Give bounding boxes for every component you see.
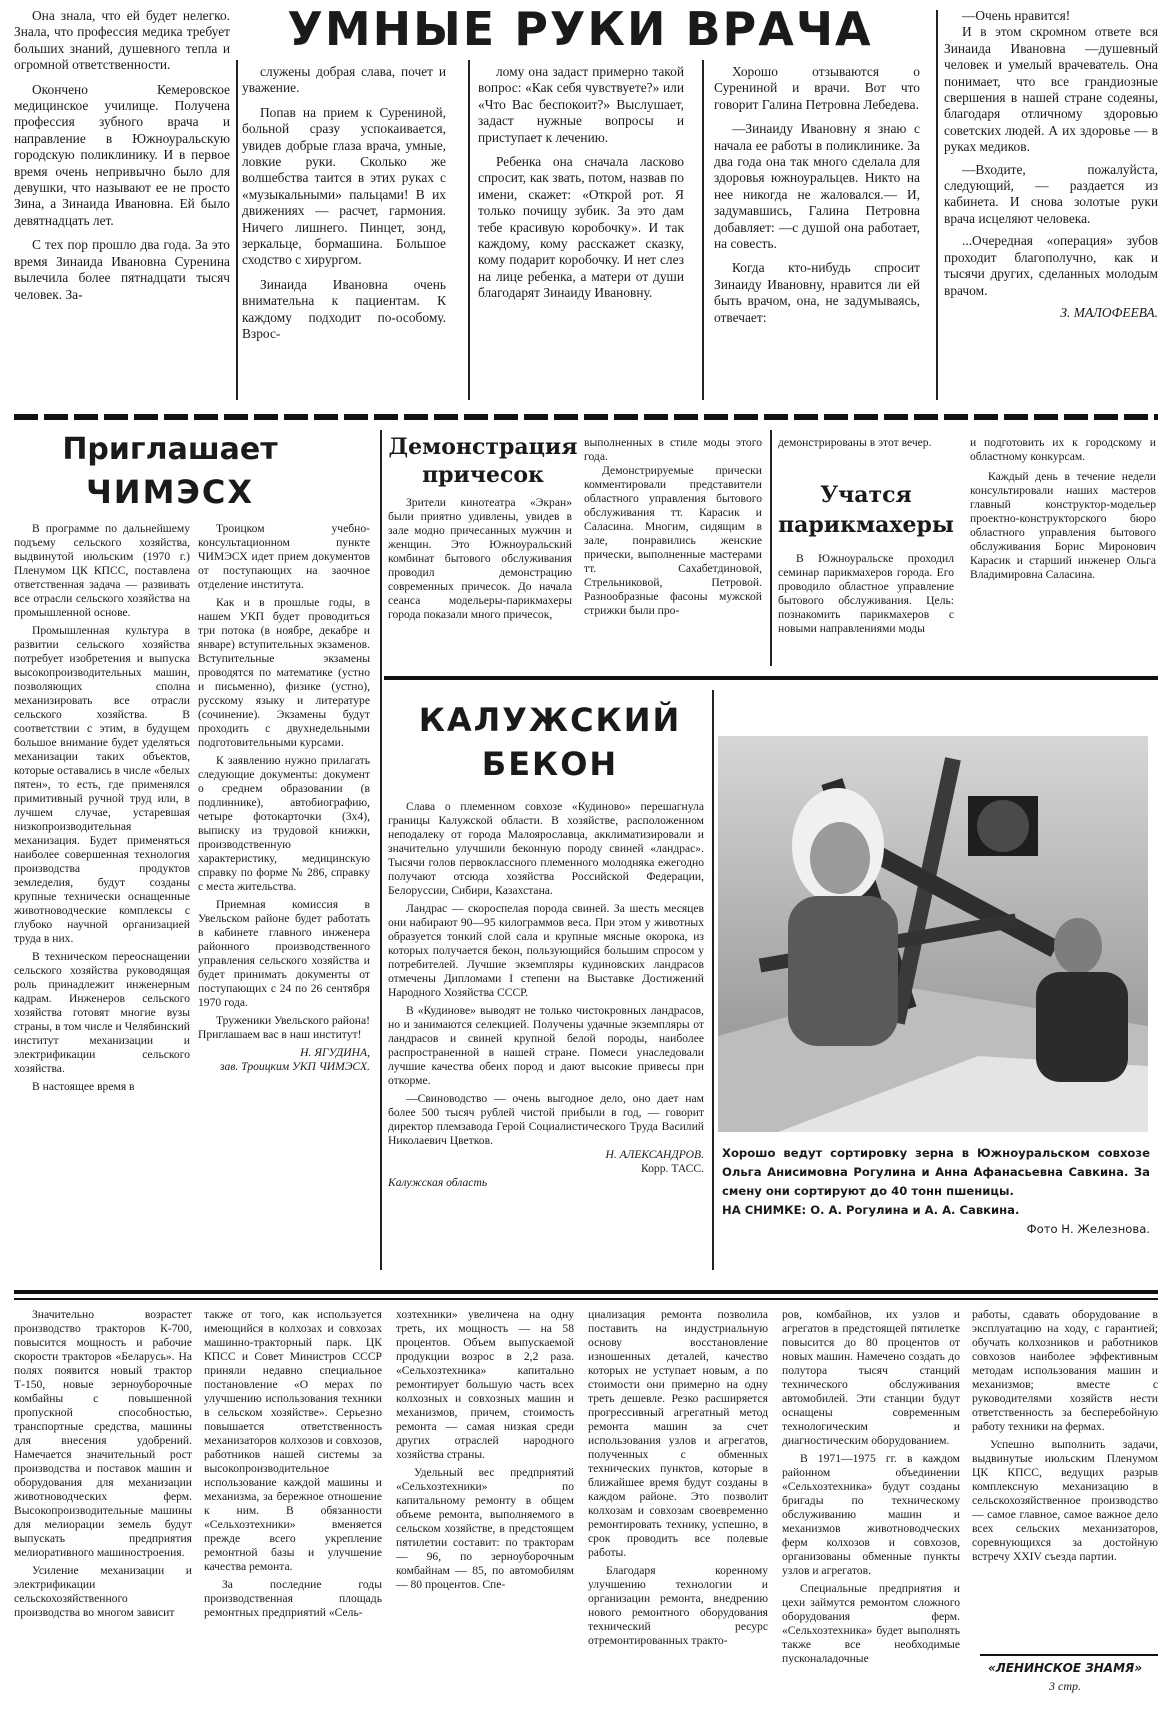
photo-image	[718, 736, 1148, 1132]
article-headline-hairstyles-2: причесок	[422, 462, 544, 488]
photo-caption: Хорошо ведут сортировку зерна в Южноуральском совхозе Ольга Анисимовна Рогулина и Анна Афанасьевна Савкина. За смену они сортируют до 40 тонн пшеницы. НА СНИМКЕ: О. А. Рогулина и А. А. Савкина. Фото Н. Железнова.	[722, 1144, 1150, 1239]
photo-grain-sorting	[718, 736, 1148, 1132]
article5-author-role: Корр. ТАСС.	[640, 1162, 704, 1175]
article-headline-hairdressers-1: Учатся	[820, 482, 912, 508]
article6-column-4: циализация ремонта позволила поставить на индустриальную основу восстановление изношенных деталей, качество которых не уступает новым, а по стоимости они примерно на одну треть дешевле. Резко расширяется прогрессивный агрегатный метод ремонта машин за счет использования узлов и агрегатов, полученных с обменных технических пунктов, которые в ближайшее время будут созданы в каждом районе. Это позволит колхозам и совхозам своевременно ремонтировать технику, успешно, в срок проводить все полевые работы. Благодаря коренному улучшению технологии и организации ремонта, внедрению нового ремонтного оборудования технический ресурс отремонтированных тракто-	[588, 1308, 768, 1647]
article5-body: Слава о племенном совхозе «Кудиново» перешагнула границы Калужской области. В хозяйстве, расположенном неподалеку от города Малоярославца, акклиматизировали и значительно улучшили беконную породу свиней «ландрас». Тысячи голов первоклассного племенного молодняка ежегодно получают отсюда хозяйства Российской Федерации, Белоруссии, Сибири, Казахстана. Ландрас — скороспелая порода свиней. За шесть месяцев они набирают 90—95 килограммов веса. При этом у животных образуется тонкий слой сала и крупные мясные окорока, из которых получается бекон, пользующийся большим спросом у потребителей. Лучшие экземпляры кудиновских ландрасов отмечены Дипломами I степени на Выставке Достижений Народного Хозяйства СССР. В «Кудинове» выводят не только чистокровных ландрасов, но и занимаются селекцией. Получены удачные экземпляры от ландрасов и свиней крупной белой породы, наиболее распространенной в нашей стране. Помеси унаследовали лучшие качества обеих пород и дают высокие привесы при откорме. —Свиноводство — очень выгодное дело, оно дает нам более 500 тысяч рублей чистой прибыли в год, — говорит директор племзавода Герой Социалистического Труда Василий Николаевич Цветков. Н. АЛЕКСАНДРОВ. Корр. ТАСС. Калужская область	[388, 800, 704, 1189]
article4-column-1: В Южноуральске проходил семинар парикмахеров города. Его проводило областное управление бытового обслуживания. Цель: познакомить парикмахеров с новыми направлениями моды	[778, 552, 954, 635]
section-separator	[14, 414, 1158, 420]
footer-page-number: 3 стр.	[1049, 1679, 1081, 1693]
article2-author-role: зав. Троицким УКП ЧИМЭСХ.	[220, 1060, 370, 1073]
article1-column-2: служены добрая слава, почет и уважение. Попав на прием к Сурениной, больной сразу успокаивается, увидев добрые глаза врача, умные, ловкие руки. Сколько же волшебства таится в этих руках с «музыкальными» пальцами! В их движениях — расчет, гармония. Ничего лишнего. Пинцет, зонд, зеркальце, бормашина. Большое сходство с хирургом. Зинаида Ивановна очень внимательна к пациентам. К каждому подходит по-особому. Взрос-	[242, 64, 446, 342]
footer-rule	[980, 1654, 1158, 1656]
column-divider	[770, 430, 772, 666]
article-headline-chimesh-1: Приглашает	[62, 432, 278, 467]
article3-column-2: выполненных в стиле моды этого года. Демонстрируемые прически комментировали представители областного управления бытового обслуживания тт. Карасик и Саласина. Многим, сидящим в зале, понравились женские прически, выполненные мастерами тт. Сахабетдиновой, Стрельниковой, Петровой. Разнообразные фасоны мужской стрижки были про-	[584, 436, 762, 617]
article6-column-6: работы, сдавать оборудование в эксплуатацию на ходу, с гарантией; обучать колхозников и работников совхозов наиболее эффективным методам использования машин и механизмов; вместе с руководителями хозяйств нести ответственность за бесперебойную работу техники на фермах. Успешно выполнить задачи, выдвинутые июльским Пленумом ЦК КПСС, ведущих разрыв комплексную механизацию в сельскохозяйственное производство — самое главное, самое важное дело всех сельских механизаторов, соревнующихся за достойную встречу XXIV съезда партии.	[972, 1308, 1158, 1563]
column-divider	[468, 60, 470, 400]
article1-author: З. МАЛОФЕЕВА.	[1060, 304, 1158, 320]
column-divider	[702, 60, 704, 400]
section-separator	[14, 1290, 1158, 1294]
article4-column-2: и подготовить их к городскому и областному конкурсам. Каждый день в течение недели консультировали наших мастеров главный конструктор-модельер проектно-конструкторского бюро областного управления бытового обслуживания Борис Миронович Карасик и старший инженер Ольга Владимировна Саласина.	[970, 436, 1156, 581]
section-separator	[14, 1298, 1158, 1300]
article-headline-doctor: УМНЫЕ РУКИ ВРАЧА	[287, 2, 873, 56]
article5-author: Н. АЛЕКСАНДРОВ.	[605, 1148, 704, 1161]
column-divider	[236, 60, 238, 400]
article1-column-4: Хорошо отзываются о Сурениной и врачи. Вот что говорит Галина Петровна Лебедева. —Зинаиду Ивановну я знаю с начала ее работы в поликлинике. За два года она так много сделала для здоровья южноуральцев. Никто на нее никогда не жаловался.— И, задумавшись, Галина Петровна добавляет: —с душой она работает, на совесть. Когда кто-нибудь спросит Зинаиду Ивановну, нравится ли ей быть врачом, она, не задумываясь, отвечает:	[714, 64, 920, 325]
section-separator	[384, 676, 1158, 680]
column-divider	[936, 10, 938, 400]
article1-column-1: Она знала, что ей будет нелегко. Знала, что профессия медика требует больших знаний, душевного тепла и огромной ответственности. Окончено Кемеровское медицинское училище. Получена профессия зубного врача и направление в Южноуральскую городскую поликлинику. И в первое время очень непривычно было для девушки, что называют ее не просто Зина, а Зинаида Ивановна. Ей было девятнадцать лет. С тех пор прошло два года. За это время Зинаида Ивановна Суренина вылечила более пятнадцати тысяч человек. За-	[14, 8, 230, 302]
article1-column-5: —Очень нравится! И в этом скромном ответе вся Зинаида Ивановна —душевный человек и умелый врачеватель. Она понимает, что все грандиозные свершения в нашей стране содеяны, благодаря отличному здоровью советских людей. А их здоровье — в руках медиков. —Входите, пожалуйста, следующий, — раздается из кабинета. И снова золотые руки врача исцеляют человека. ...Очередная «операция» зубов проходит благополучно, как и тысячи других, сделанных молодым врачом. З. МАЛОФЕЕВА.	[944, 8, 1158, 320]
article5-dateline: Калужская область	[388, 1176, 488, 1189]
article2-column-1: В программе по дальнейшему подъему сельского хозяйства, выдвинутой июльским (1970 г.) Пленумом ЦК КПСС, поставлена ответственная задача — развивать все отрасли сельского хозяйства на промышленной основе. Промышленная культура в развитии сельского хозяйства потребует изобретения и выпуска высокопроизводительных машин, позволяющих сполна механизировать все отрасли сельского хозяйства. В соответствии с этим, в будущем большое внимание будет уделяться механизации таких объектов, которые оставались в числе «белых пятен», то есть, где применялся примитивный ручной труд или, в лучшем случае, устаревшая низкопроизводительная механизация. Будет применяться наиболее совершенная технология производства продуктов земледелия, будут созданы крупные технически оснащенные животноводческие комплексы с глубоко научной организацией труда в них. В техническом переоснащении сельского хозяйства руководящая роль принадлежит инженерным кадрам. Инженеров сельского хозяйства готовят многие вузы страны, в том числе и Челябинский институт механизации и электрификации сельского хозяйства. В настоящее время в	[14, 522, 190, 1093]
column-divider	[712, 690, 714, 1270]
column-divider	[380, 430, 382, 1270]
article1-column-3: лому она задаст примерно такой вопрос: «Как себя чувствуете?» или «Что Вас беспокоит?» Выслушает, задаст нужные вопросы и приступает к лечению. Ребенка она сначала ласково спросит, как звать, потом, назвав по имени, скажет: «Открой рот. Я только почищу зубик. За это дам тебе красивую коробочку». И так каждому, кому расскажет сказку, кому подарит коробочку. И нет слез на лице ребенка, а матери от души благодарят Зинаиду Ивановну.	[478, 64, 684, 301]
article-headline-hairstyles-1: Демонстрация	[388, 434, 578, 460]
article3-column-1: Зрители кинотеатра «Экран» были приятно удивлены, увидев в зале модно причесанных мужчин и женщин. Это Южноуральский комбинат бытового обслуживания проводил демонстрацию современных причесок. До начала сеанса модельеры-парикмахеры города показали много причесок,	[388, 496, 572, 621]
article6-column-1: Значительно возрастет производство тракторов К-700, повысится мощность и рабочие скорости тракторов «Беларусь». На полях появится новый трактор Т-150, новые зерноуборочные комбайны с повышенной пропускной способностью, транспортные средства, машины для внесения удобрений. Намечается значительный рост производства и поставок машин и оборудования для механизации животноводческих ферм. Высокопроизводительные машины для мелиорации земель будут выпускать предприятия мелиоративного машиностроения. Усиление механизации и электрификации сельскохозяйственного производства во многом зависит	[14, 1308, 192, 1619]
article2-author: Н. ЯГУДИНА,	[300, 1046, 370, 1059]
article-headline-bacon-2: БЕКОН	[481, 745, 619, 783]
article6-column-2: также от того, как используется имеющийся в колхозах и совхозах машинно-тракторный парк. ЦК КПСС и Совет Министров СССР приняли недавно специальное постановление «О мерах по улучшению использования техники в сельском хозяйстве». Серьезно повышается ответственность механизаторов колхозов и совхозов, работников нашей системы за высокопроизводительное использование каждой машины и механизма, за бережное отношение к ним. В обязанности «Сельхозтехники» вменяется прежде всего укрепление ремонтной базы и улучшение качества ремонта. За последние годы производственная площадь ремонтных предприятий «Сель-	[204, 1308, 382, 1619]
article6-column-5: ров, комбайнов, их узлов и агрегатов в предстоящей пятилетке повысится до 80 процентов от новых машин. Намечено создать до полутора тысяч станций технического обслуживания автомобилей. Эти станции будут оснащены современным технологическим и диагностическим оборудованием. В 1971—1975 гг. в каждом районном объединении «Сельхозтехника» будут созданы бригады по техническому обслуживанию машин и механизмов животноводческих ферм колхозов и совхозов, организованы обменные пункты узлов и агрегатов. Специальные предприятия и цехи займутся ремонтом сложного оборудования ферм. «Сельхозтехника» будет выполнять также все необходимые пусконаладочные	[782, 1308, 960, 1665]
article4-intro: демонстрированы в этот вечер.	[778, 436, 932, 449]
article2-column-2: Троицком учебно-консультационном пункте ЧИМЭСХ идет прием документов от поступающих на заочное отделение института. Как и в прошлые годы, в нашем УКП будет проводиться три потока (в ноябре, декабре и январе) вступительных экзаменов. Вступительные экзамены проводятся по математике (устно и письменно), физике (устно), русскому языку и литературе (сочинение). Экзамены будут проходить с двухнедельными подготовительными курсами. К заявлению нужно прилагать следующие документы: документ о среднем образовании (в подлиннике), автобиографию, четыре фотокарточки (3х4), выписку из трудовой книжки, производственную характеристику, медицинскую справку по форме № 286, справку с места жительства. Приемная комиссия в Увельском районе будет работать в кабинете главного инженера районного производственного управления сельского хозяйства и будет принимать документы от поступающих с 24 по 26 сентября 1970 года. Труженики Увельского района! Приглашаем вас в наш институт! Н. ЯГУДИНА, зав. Троицким УКП ЧИМЭСХ.	[198, 522, 370, 1073]
photo-credit: Фото Н. Железнова.	[1026, 1222, 1150, 1236]
article-headline-bacon-1: КАЛУЖСКИЙ	[418, 701, 682, 739]
article6-column-3: хозтехники» увеличена на одну треть, их мощность — на 58 процентов. Объем выпускаемой продукции возрос в 2,2 раза. «Сельхозтехника» капитально ремонтирует большую часть всех колхозных и совхозных машин и механизмов, причем, стоимость ремонта — самая низкая среди других отраслей народного хозяйства страны. Удельный вес предприятий «Сельхозтехники» по капитальному ремонту в общем объеме ремонта, выполняемого в сельском хозяйстве, в предстоящем пятилетии составит: по тракторам — 96, по зерноуборочным комбайнам — 85, по автомобилям — 80 процентов. Спе-	[396, 1308, 574, 1591]
article-headline-chimesh-2: ЧИМЭСХ	[85, 473, 255, 511]
article-headline-hairdressers-2: парикмахеры	[778, 512, 954, 538]
footer-newspaper-name: «ЛЕНИНСКОЕ ЗНАМЯ»	[987, 1661, 1143, 1675]
